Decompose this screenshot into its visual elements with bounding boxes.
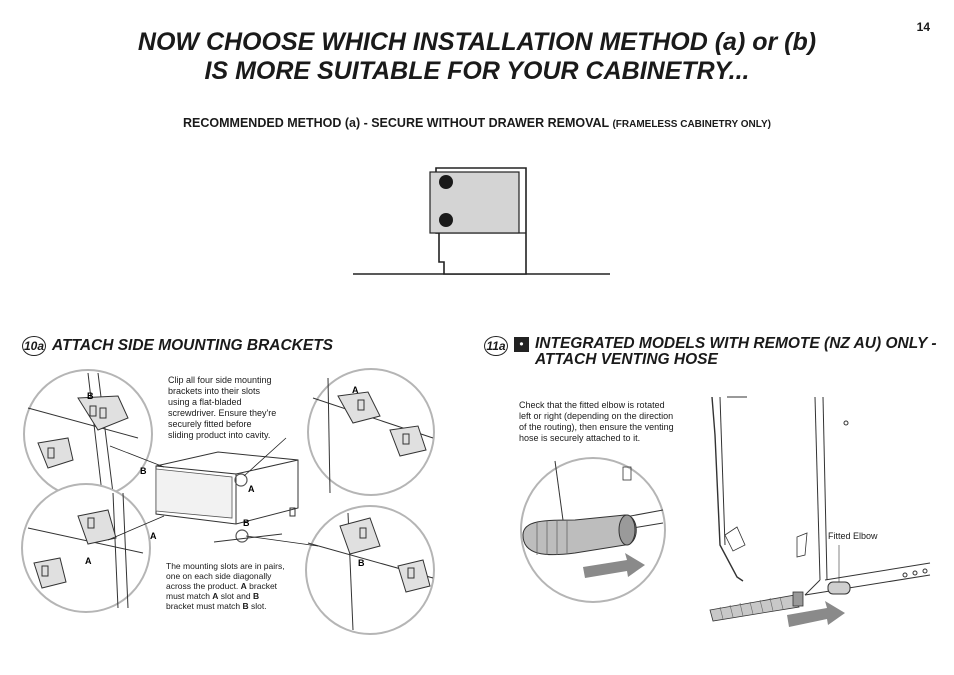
caption-line: must match A slot and B [166,591,260,601]
page-title-line-1: NOW CHOOSE WHICH INSTALLATION METHOD (a) or (b) [137,28,817,56]
step-11a-heading [484,336,937,368]
step-11a-title-line-2: ATTACH VENTING HOSE [535,351,718,368]
caption-line: across the product. A bracket [166,581,278,591]
fitted-elbow-label: Fitted Elbow [828,531,878,541]
page-title-line-2: IS MORE SUITABLE FOR YOUR CABINETRY... [204,57,750,85]
label-a-top-right: A [352,385,359,395]
hose-zoom-circle [521,458,665,602]
step-10a-caption-bottom [166,561,326,611]
caption-line: brackets into their slots [168,386,261,396]
caption-line: bracket must match B slot. [166,601,267,611]
caption-line: using a flat-bladed [168,397,242,407]
step-11a-badge: 11a [484,336,508,356]
method-a-heading-note: (FRAMELESS CABINETRY ONLY) [612,119,771,130]
fixing-point-bottom [439,213,453,227]
caption-line: Clip all four side mounting [168,375,272,385]
step-11a-title [535,336,937,368]
fitted-elbow [828,545,850,594]
caption-line: hose is securely attached to it. [519,433,641,443]
caption-line: screwdriver. Ensure they're [168,408,277,418]
page-number: 14 [916,20,930,34]
caption-line: sliding product into cavity. [168,430,271,440]
label-b-center-left: B [140,466,147,476]
step-11a-illustration [515,395,935,635]
bullet-icon: • [514,337,529,352]
caption-line: The mounting slots are in pairs, [166,561,285,571]
caption-line: of the routing), then ensure the venting [519,422,674,432]
caption-line: left or right (depending on the direction [519,411,674,421]
caption-line: securely fitted before [168,419,252,429]
step-11a-title-line-1: INTEGRATED MODELS WITH REMOTE (NZ AU) ONLY - [535,335,937,352]
label-b-center-right: B [243,518,250,528]
zoom-circle-top-left [24,370,152,498]
method-a-heading-text: RECOMMENDED METHOD (a) - SECURE WITHOUT DRAWER REMOVAL [183,116,609,130]
method-a-heading [0,116,954,130]
appliance-outline [712,397,930,595]
page-title [0,28,954,86]
fixing-point-top [439,175,453,189]
step-10a-badge: 10a [22,336,46,356]
step-10a-title: ATTACH SIDE MOUNTING BRACKETS [52,337,333,354]
label-b-top-left: B [87,391,94,401]
zoom-circle-top-right [308,369,434,495]
label-a-bottom-left: A [85,556,92,566]
caption-line: Check that the fitted elbow is rotated [519,400,665,410]
caption-line: one on each side diagonally [166,571,272,581]
label-a-center-right: A [248,484,255,494]
step-10a-caption-top [168,375,308,441]
zoom-circle-bottom-left [22,484,150,612]
label-b-bottom-right: B [358,558,365,568]
method-a-diagram [350,160,612,278]
label-a-center-left: A [150,531,157,541]
step-10a-heading [22,336,333,356]
